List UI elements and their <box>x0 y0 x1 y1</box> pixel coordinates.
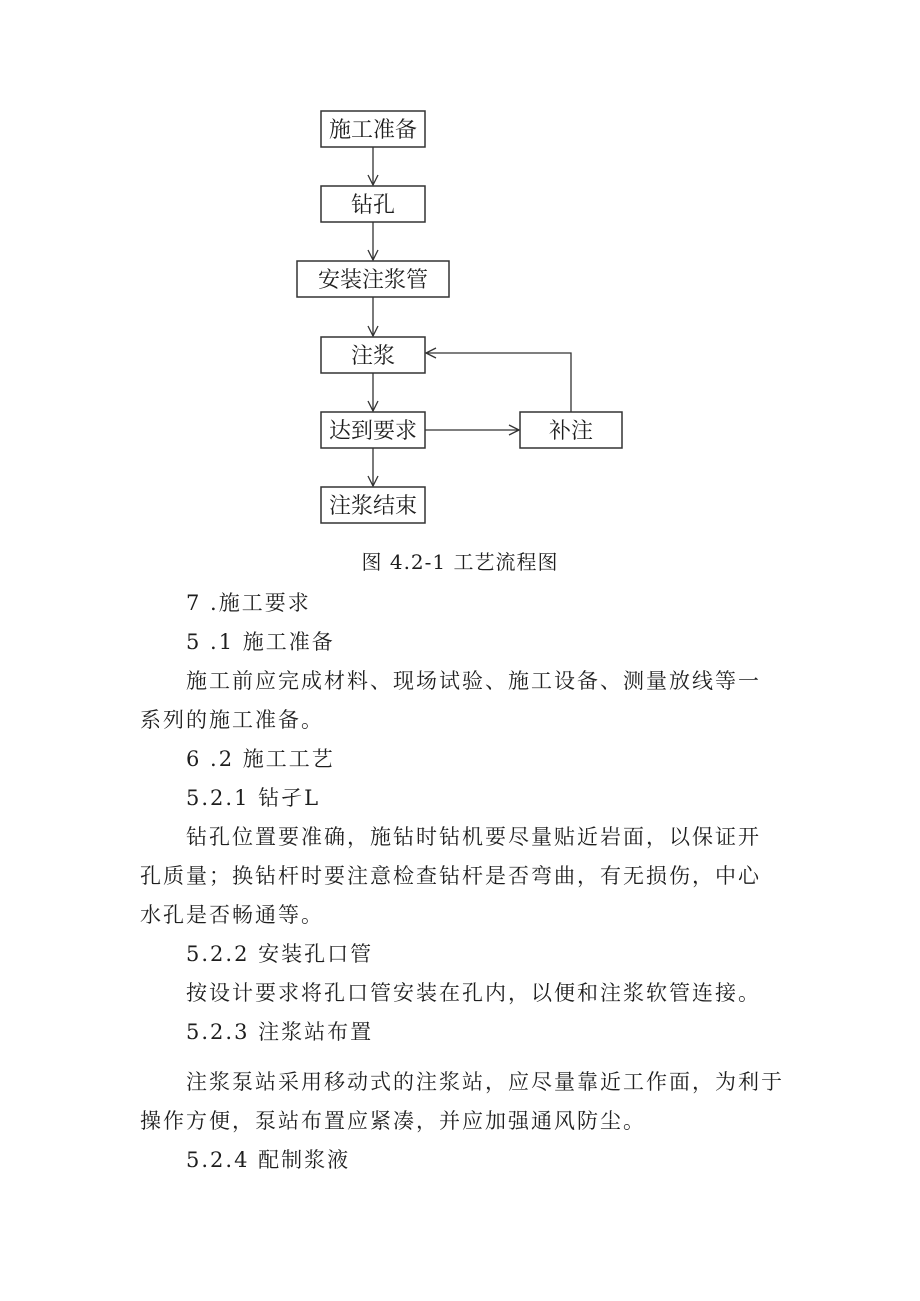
paragraph-4-line-2: 操作方便，泵站布置应紧凑，并应加强通风防尘。 <box>140 1109 646 1133</box>
step-drill-label: 钻孔 <box>350 193 396 218</box>
step-grout-label: 注浆 <box>350 344 396 369</box>
step-prepare-box <box>321 111 425 147</box>
paragraph-2-line-1: 钻孔位置要准确，施钻时钻机要尽量贴近岩面，以保证开 <box>186 825 761 849</box>
paragraph-4-line-1: 注浆泵站采用移动式的注浆站，应尽量靠近工作面，为利于 <box>186 1070 784 1094</box>
paragraph-2-line-3: 水孔是否畅通等。 <box>140 903 324 927</box>
section-heading-5-2-4: 5.2.4 配制浆液 <box>186 1148 351 1172</box>
step-meet-requirement-label: 达到要求 <box>328 419 418 444</box>
step-end-label: 注浆结束 <box>328 494 418 519</box>
step-install-pipe-label: 安装注浆管 <box>317 268 429 293</box>
step-grout-box <box>321 337 425 373</box>
paragraph-2-line-2: 孔质量；换钻杆时要注意检查钻杆是否弯曲，有无损伤，中心 <box>140 864 761 888</box>
section-heading-5-2-3: 5.2.3 注浆站布置 <box>186 1020 374 1044</box>
section-heading-6-2: 6 .2 施工工艺 <box>186 747 335 771</box>
step-supplement-label: 补注 <box>548 419 594 444</box>
step-prepare-label: 施工准备 <box>328 118 418 143</box>
paragraph-1-line-1: 施工前应完成材料、现场试验、施工设备、测量放线等一 <box>186 669 761 693</box>
step-install-pipe-box <box>297 261 449 297</box>
paragraph-3-line-1: 按设计要求将孔口管安装在孔内，以便和注浆软管连接。 <box>186 981 761 1005</box>
step-meet-requirement-box <box>321 412 425 448</box>
step-drill-box <box>321 186 425 222</box>
figure-caption: 图 4.2-1 工艺流程图 <box>361 550 559 574</box>
section-heading-7: 7 .施工要求 <box>186 591 311 615</box>
section-heading-5-2-1: 5.2.1 钻孑L <box>186 786 321 810</box>
step-end-box <box>321 487 425 523</box>
paragraph-1-line-2: 系列的施工准备。 <box>140 708 324 732</box>
arrow-supplement-to-grout <box>426 353 571 412</box>
step-supplement-box <box>520 412 622 448</box>
process-flowchart <box>0 0 920 540</box>
section-heading-5-2-2: 5.2.2 安装孔口管 <box>186 942 374 966</box>
section-heading-5-1: 5 .1 施工准备 <box>186 630 335 654</box>
